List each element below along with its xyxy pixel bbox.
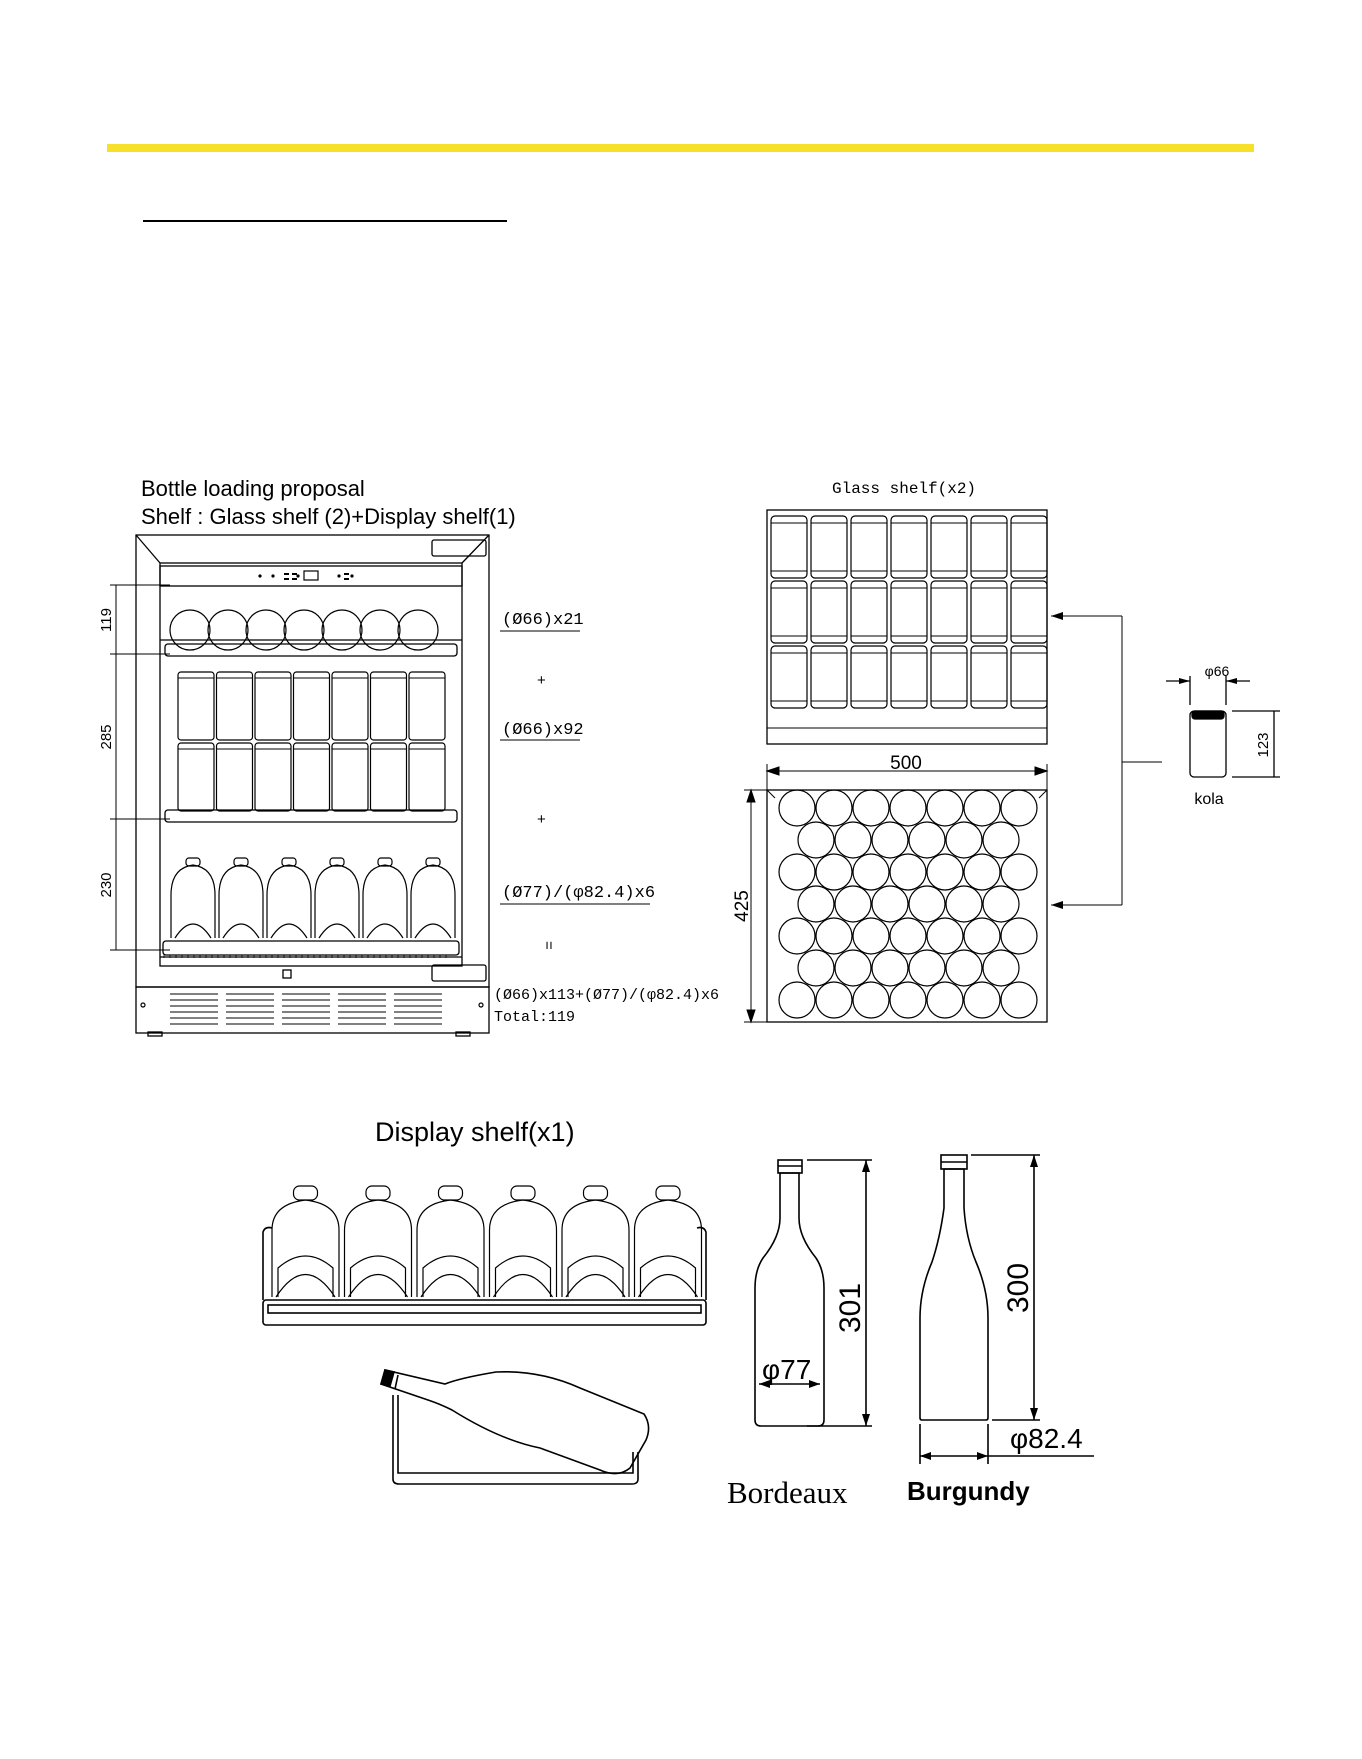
control-panel-icons — [258, 571, 353, 580]
middle-can — [217, 672, 253, 740]
shelf-link-bracket — [1051, 616, 1162, 905]
shelf-bottle-circle — [983, 822, 1019, 858]
control-mark — [284, 573, 289, 575]
bottle-base — [319, 924, 355, 938]
shelf-can — [811, 646, 847, 708]
shelf-bottle-circle — [946, 950, 982, 986]
control-dot — [350, 574, 353, 577]
display-bottle-base — [349, 1275, 408, 1298]
shelf-bottle-circle — [964, 854, 1000, 890]
display-bottle-neck — [366, 1186, 390, 1200]
shelf-width: 500 — [890, 753, 922, 774]
bordeaux-diameter: φ77 — [762, 1354, 812, 1385]
glass-shelf-bottle-circles — [779, 790, 1037, 1018]
display-bottle-inner — [641, 1256, 696, 1297]
shelf-bottle-circle — [872, 950, 908, 986]
plus-sign-1: + — [537, 672, 546, 689]
control-mark — [344, 573, 349, 575]
shelf-bottle-circle — [1001, 790, 1037, 826]
bottle-outline — [267, 865, 311, 938]
display-bottle-base — [421, 1275, 480, 1298]
plus-sign-2: + — [537, 811, 546, 828]
bottle-base — [367, 924, 403, 938]
shelf-can — [811, 516, 847, 578]
control-dot — [337, 574, 340, 577]
shelf-bottle-circle — [872, 822, 908, 858]
shelf-bottle-circle — [853, 982, 889, 1018]
shelf-bottle-circle — [816, 790, 852, 826]
can-diameter: φ66 — [1204, 663, 1230, 679]
bottle-outline — [171, 865, 215, 938]
total-formula: (Ø66)x113+(Ø77)/(φ82.4)x6 — [494, 987, 720, 1004]
display-bottle-base — [276, 1275, 335, 1298]
shelf-depth: 425 — [732, 890, 753, 922]
middle-can — [409, 743, 445, 811]
shelf-bottle-circle — [909, 822, 945, 858]
shelf-can — [771, 646, 807, 708]
shelf-bottle-circle — [779, 918, 815, 954]
control-mark — [284, 578, 289, 580]
dim-middle: 285 — [98, 724, 115, 750]
bottle-outline — [315, 865, 359, 938]
shelf-bottle-circle — [872, 886, 908, 922]
bottle-base — [271, 924, 307, 938]
screw — [141, 1003, 145, 1007]
dim-top: 119 — [98, 608, 115, 632]
shelf-bottle-circle — [779, 982, 815, 1018]
shelf-bottle-circle — [964, 790, 1000, 826]
control-mark — [344, 578, 349, 580]
middle-can — [255, 672, 291, 740]
display-bottle-inner — [278, 1256, 333, 1297]
bottom-shelf-bottles — [171, 858, 455, 938]
display-bottle-inner — [423, 1256, 478, 1297]
bordeaux-height: 301 — [834, 1282, 867, 1334]
display-bottle — [490, 1200, 557, 1297]
shelf-bottle-circle — [983, 950, 1019, 986]
shelf-can — [971, 581, 1007, 643]
shelf-bottle-circle — [1001, 982, 1037, 1018]
middle-can — [371, 743, 407, 811]
shelf-bottle-circle — [779, 854, 815, 890]
screw — [479, 1003, 483, 1007]
shelf-can — [851, 516, 887, 578]
display-shelf-bottles — [272, 1186, 702, 1297]
display-bottle-inner — [351, 1256, 406, 1297]
middle-can — [294, 672, 330, 740]
shelf-bottle-circle — [853, 918, 889, 954]
shelf-can — [771, 516, 807, 578]
display-bottle-inner — [496, 1256, 551, 1297]
dim-bottom: 230 — [98, 872, 115, 898]
bottle-outline — [411, 865, 455, 938]
shelf-bottle-circle — [816, 854, 852, 890]
shelf-can — [1011, 581, 1047, 643]
shelf-bottle-circle — [983, 886, 1019, 922]
shelf-bottle-circle — [835, 822, 871, 858]
shelf-can — [971, 516, 1007, 578]
total-count: Total:119 — [494, 1009, 576, 1026]
shelf-bottle-circle — [890, 854, 926, 890]
control-dot — [258, 574, 261, 577]
shelf-bottle-circle — [890, 982, 926, 1018]
control-mark — [292, 573, 297, 575]
shelf-can — [931, 581, 967, 643]
display-bottle — [635, 1200, 702, 1297]
display-bottle-neck — [584, 1186, 608, 1200]
shelf-bottle-circle — [927, 982, 963, 1018]
display-bottle — [272, 1200, 339, 1297]
display-bottle — [417, 1200, 484, 1297]
ventilation-grille — [141, 994, 483, 1024]
display-bottle-neck — [439, 1186, 463, 1200]
shelf-can — [771, 581, 807, 643]
glass-shelf-side — [767, 510, 1047, 744]
shelf-can — [931, 516, 967, 578]
shelf-bottle-circle — [927, 918, 963, 954]
shelf-config: Shelf : Glass shelf (2)+Display shelf(1) — [141, 504, 516, 529]
middle-shelf-cans — [178, 672, 445, 811]
middle-can — [178, 672, 214, 740]
display-bottle-base — [639, 1275, 698, 1298]
shelf-bottle-circle — [779, 790, 815, 826]
display-bottle-inner — [568, 1256, 623, 1297]
shelf-bottle-circle — [853, 854, 889, 890]
middle-can — [217, 743, 253, 811]
shelf-bottle-circle — [890, 918, 926, 954]
shelf-bottle-circle — [835, 950, 871, 986]
control-mark — [292, 578, 297, 580]
display-bottle — [345, 1200, 412, 1297]
display-bottle-neck — [294, 1186, 318, 1200]
callout-top: (Ø66)x21 — [502, 611, 584, 630]
bottle-outline — [219, 865, 263, 938]
middle-can — [332, 743, 368, 811]
shelf-can — [971, 646, 1007, 708]
bottle-outline — [363, 865, 407, 938]
display-bottle — [562, 1200, 629, 1297]
shelf-bottle-circle — [1001, 854, 1037, 890]
shelf-bottle-circle — [890, 790, 926, 826]
can-detail — [1166, 676, 1280, 777]
shelf-bottle-circle — [946, 822, 982, 858]
display-shelf-title: Display shelf(x1) — [375, 1117, 575, 1147]
shelf-can — [851, 581, 887, 643]
can-height: 123 — [1255, 732, 1272, 758]
shelf-can — [891, 646, 927, 708]
shelf-bottle-circle — [798, 886, 834, 922]
burgundy-label: Burgundy — [907, 1476, 1030, 1506]
shelf-can — [931, 646, 967, 708]
shelf-bottle-circle — [964, 982, 1000, 1018]
shelf-can — [811, 581, 847, 643]
burgundy-height: 300 — [1002, 1262, 1035, 1314]
callout-bottom: (Ø77)/(φ82.4)x6 — [502, 884, 656, 903]
shelf-bottle-circle — [1001, 918, 1037, 954]
bottle-base — [223, 924, 259, 938]
bottle-base — [175, 924, 211, 938]
display-bottle-base — [566, 1275, 625, 1298]
callout-leaders — [500, 631, 650, 904]
shelf-can — [1011, 516, 1047, 578]
shelf-bottle-circle — [798, 950, 834, 986]
bordeaux-label: Bordeaux — [727, 1475, 848, 1510]
bottle-base — [415, 924, 451, 938]
middle-can — [294, 743, 330, 811]
shelf-bottle-circle — [909, 886, 945, 922]
shelf-bottle-circle — [798, 822, 834, 858]
shelf-can — [851, 646, 887, 708]
loading-title: Bottle loading proposal — [141, 476, 365, 501]
shelf-bottle-circle — [927, 854, 963, 890]
middle-can — [178, 743, 214, 811]
glass-shelf-title: Glass shelf(x2) — [832, 480, 977, 498]
shelf-can — [891, 516, 927, 578]
display-bottle-neck — [656, 1186, 680, 1200]
middle-can — [255, 743, 291, 811]
shelf-can — [891, 581, 927, 643]
middle-can — [371, 672, 407, 740]
equals-sign: = — [540, 941, 557, 950]
display-bottle-neck — [511, 1186, 535, 1200]
shelf-bottle-circle — [946, 886, 982, 922]
shelf-can — [1011, 646, 1047, 708]
shelf-bottle-circle — [816, 982, 852, 1018]
shelf-bottle-circle — [927, 790, 963, 826]
display-bottle-base — [494, 1275, 553, 1298]
shelf-bottle-circle — [909, 950, 945, 986]
tilted-bottle-rack — [381, 1370, 649, 1484]
middle-can — [409, 672, 445, 740]
control-dot — [271, 574, 274, 577]
burgundy-diameter: φ82.4 — [1010, 1423, 1083, 1454]
callout-middle: (Ø66)x92 — [502, 721, 584, 740]
shelf-bottle-circle — [853, 790, 889, 826]
display-window — [304, 571, 318, 580]
middle-can — [332, 672, 368, 740]
shelf-bottle-circle — [835, 886, 871, 922]
shelf-bottle-circle — [816, 918, 852, 954]
glass-shelf-cans — [767, 516, 1047, 728]
can-label: kola — [1194, 791, 1224, 808]
shelf-bottle-circle — [964, 918, 1000, 954]
